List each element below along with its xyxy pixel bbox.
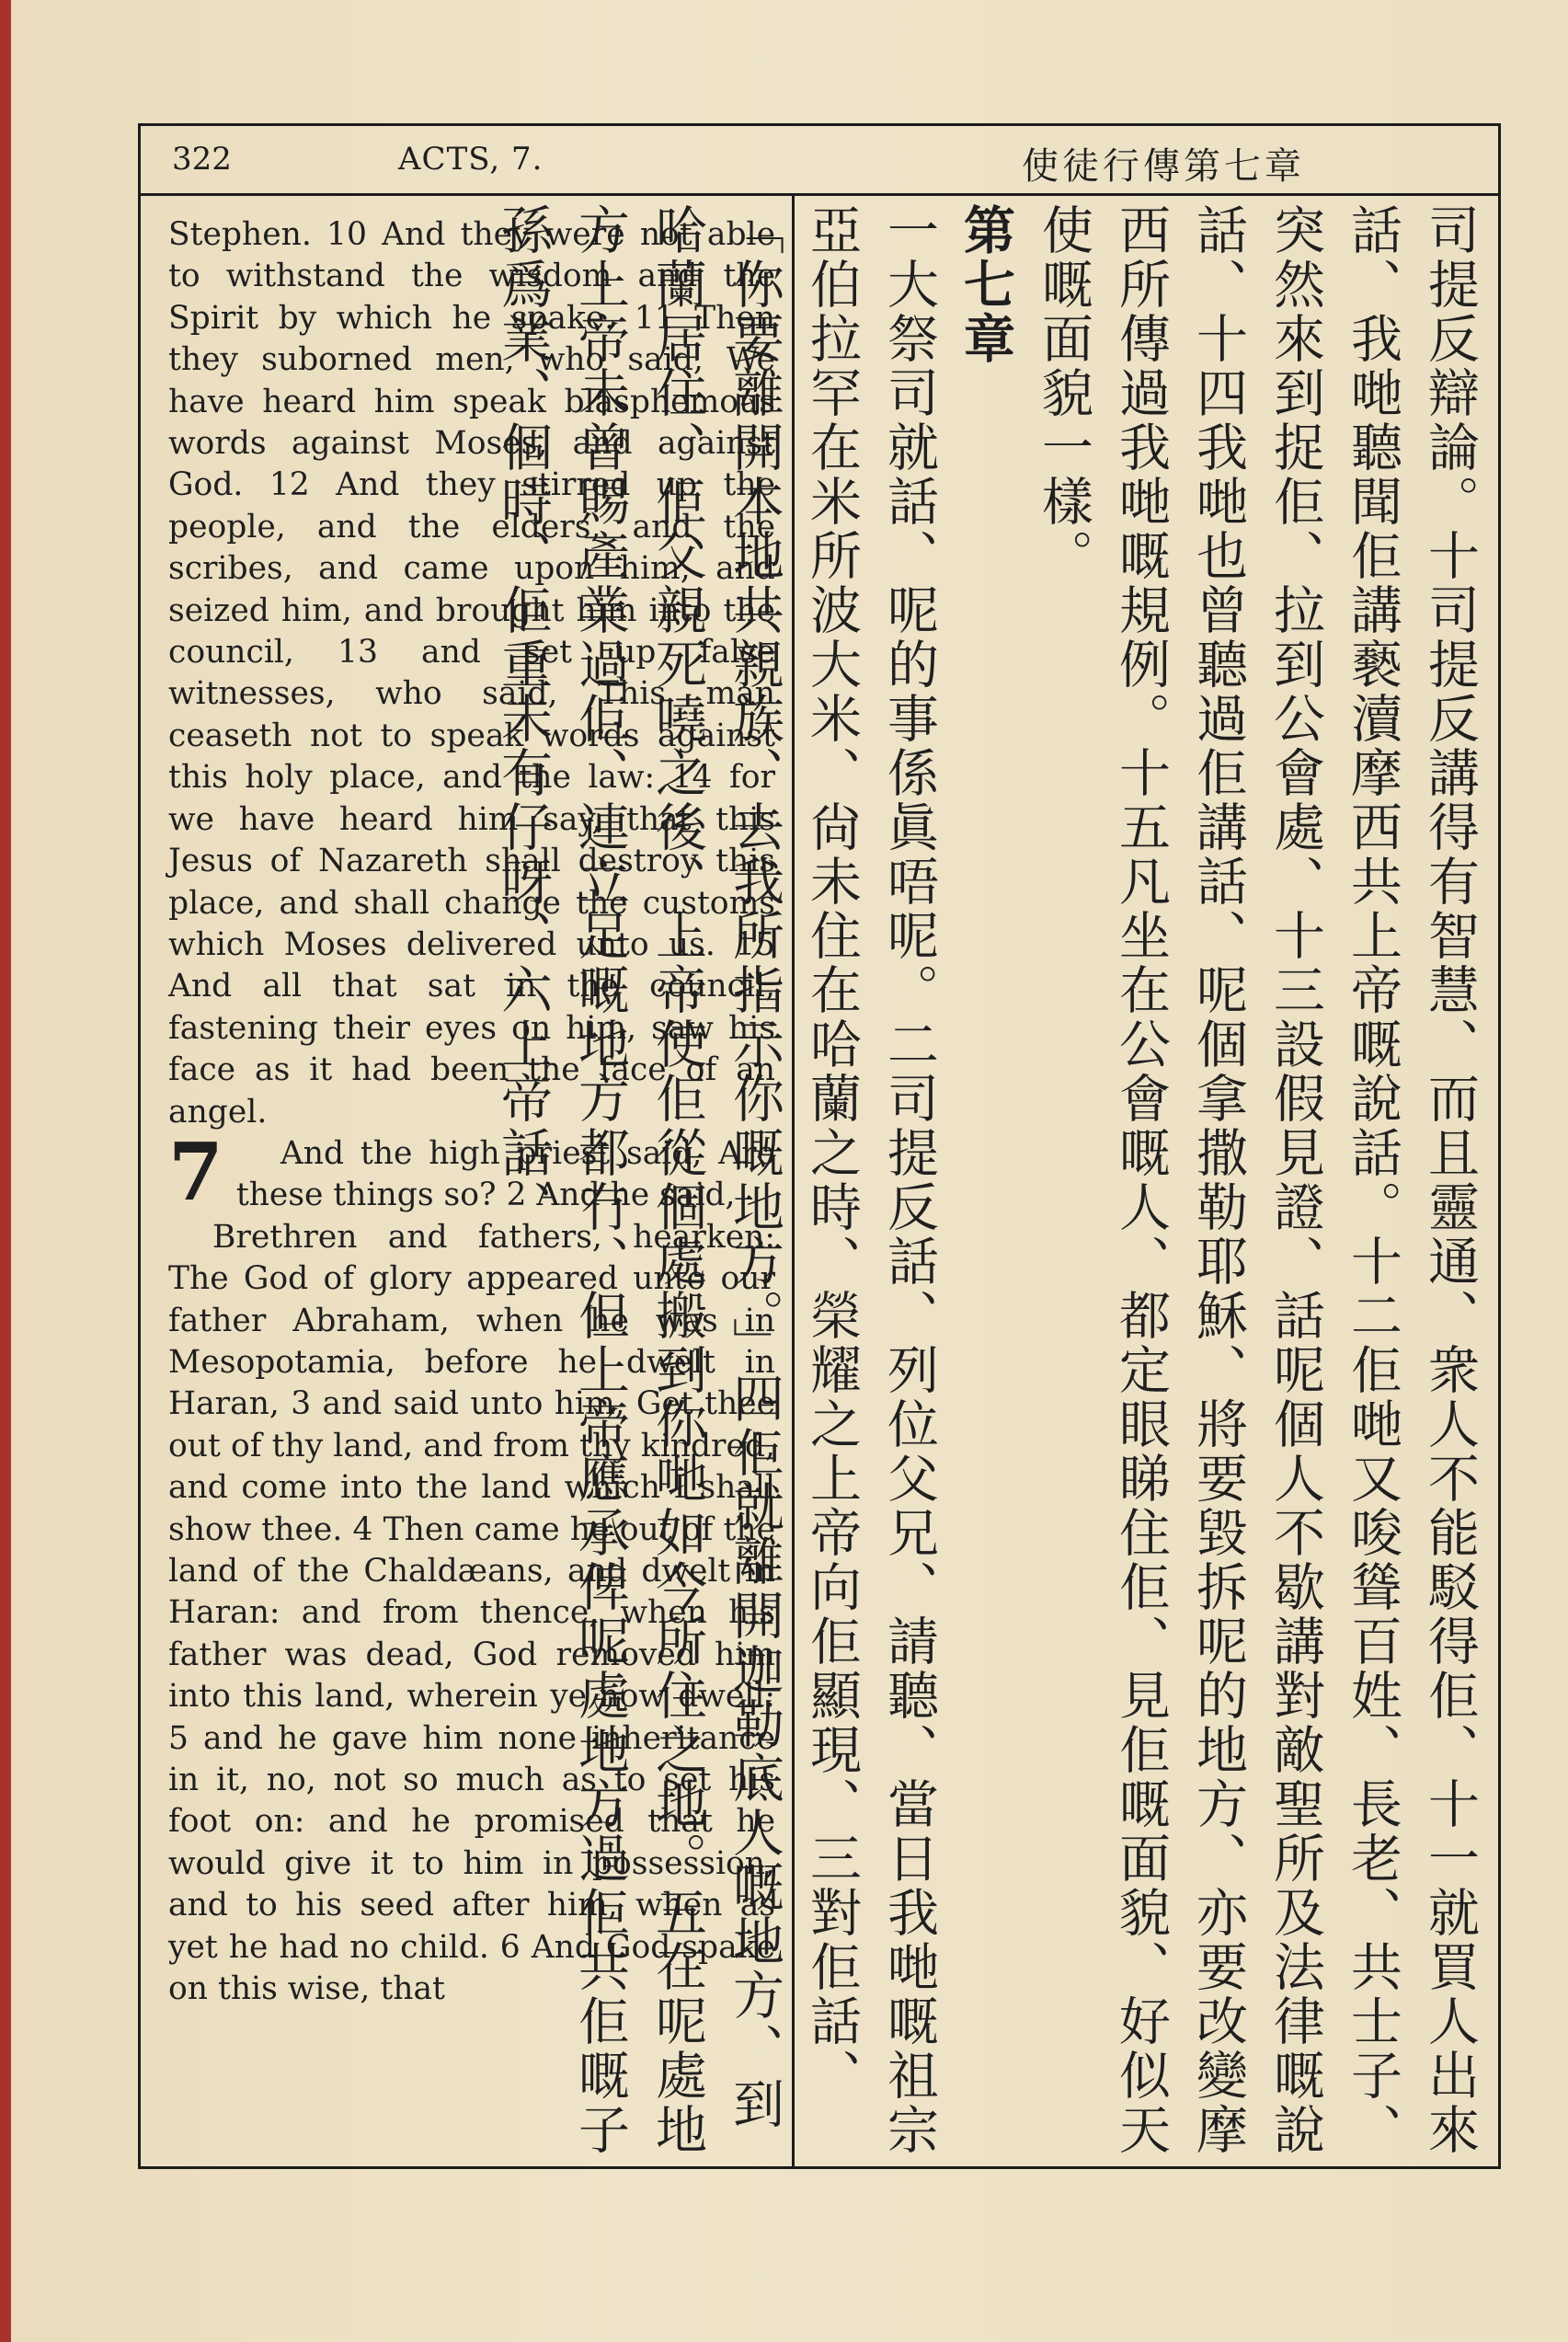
chinese-paragraph-2: 一大祭司就話、呢的事係眞唔呢。二司提反話、列位父兄、請聽、當日我哋嘅祖宗亞伯拉罕在米所波大米、尙未住在哈蘭之時、榮耀之上帝向佢顯現、三對佢話、「你要離開本地共親族、去我所指示你嘅地方。」四佢就離開迦勒底人嘅地方、到哈蘭居住、佢父親死嘵之後、上帝使佢從個處搬到你哋如今所住之地。五在呢處地方上帝未曾賜產業過佢、連立足嘅地方都冇、但上帝應承俾呢處地方過佢共佢嘅子孫爲業、個時、佢重未有仔呀、六上帝話、	[493, 203, 939, 2157]
english-paragraph-2: And the high priest said, Are these things so? 2 And he said,	[235, 1134, 775, 1214]
chapter-number: 7	[168, 1125, 223, 1219]
chinese-chapter-heading: 第七章	[956, 203, 1016, 366]
chinese-running-title: 使徒行傳第七章	[1022, 145, 1305, 188]
english-paragraph-1: Stephen. 10 And they were not able to withstand the wisdom and the Spirit by which he spake. 11 Then they suborned men, who said, We have heard him speak blasphemous words against Moses, and against God. 12 And they stirred up the people, and the elders, and the scribes, and came upon him, and seized him, and brought him into the council, 13 and set up false witnesses, who said, This man ceaseth not to speak words against this holy place, and the law: 14 for we have heard him say, that this Jesus of Nazareth shall destroy this place, and shall change the customs which Moses delivered unto us. 15 And all that sat in the council, fastening their eyes on him, saw his face as it had been the face of an angel.	[168, 216, 775, 1131]
running-head: ACTS, 7.	[398, 141, 544, 178]
page-header	[141, 126, 1498, 196]
book-edge	[0, 0, 11, 2342]
chinese-paragraph-1: 司提反辯論。十司提反講得有智慧、而且靈通、衆人不能駁得佢、十一就買人出來話、我哋聽聞佢講褻瀆摩西共上帝嘅說話。十二佢哋又唆聳百姓、長老、共士子、突然來到捉佢、拉到公會處、十三設假見證、話呢個人不歇講對敵聖所及法律嘅說話、十四我哋也曾聽過佢講話、呢個拿撒勒耶穌、將要毀拆呢的地方、亦要改變摩西所傳過我哋嘅規例。十五凡坐在公會嘅人、都定眼睇住佢、見佢嘅面貌、好似天使嘅面貌一樣。	[1034, 203, 1480, 2157]
book-page	[11, 0, 1568, 2342]
english-paragraph-3: Brethren and fathers, hearken: The God of glory appeared unto our father Abraham, when he was in Mesopotamia, before he dwelt in Haran, 3 and said unto him, Get thee out of thy land, and from thy kindred, and come into the land which I shall show thee. 4 Then came he out of the land of the Chaldæans, and dwelt in Haran: and from thence, when his father was dead, God removed him into this land, wherein ye now dwell: 5 and he gave him none inheritance in it, no, not so much as to set his foot on: and he promised that he would give it to him in possession, and to his seed after him, when as yet he had no child. 6 And God spake on this wise, that	[168, 1218, 775, 2008]
text-frame	[138, 123, 1501, 2169]
page-number: 322	[172, 141, 232, 178]
